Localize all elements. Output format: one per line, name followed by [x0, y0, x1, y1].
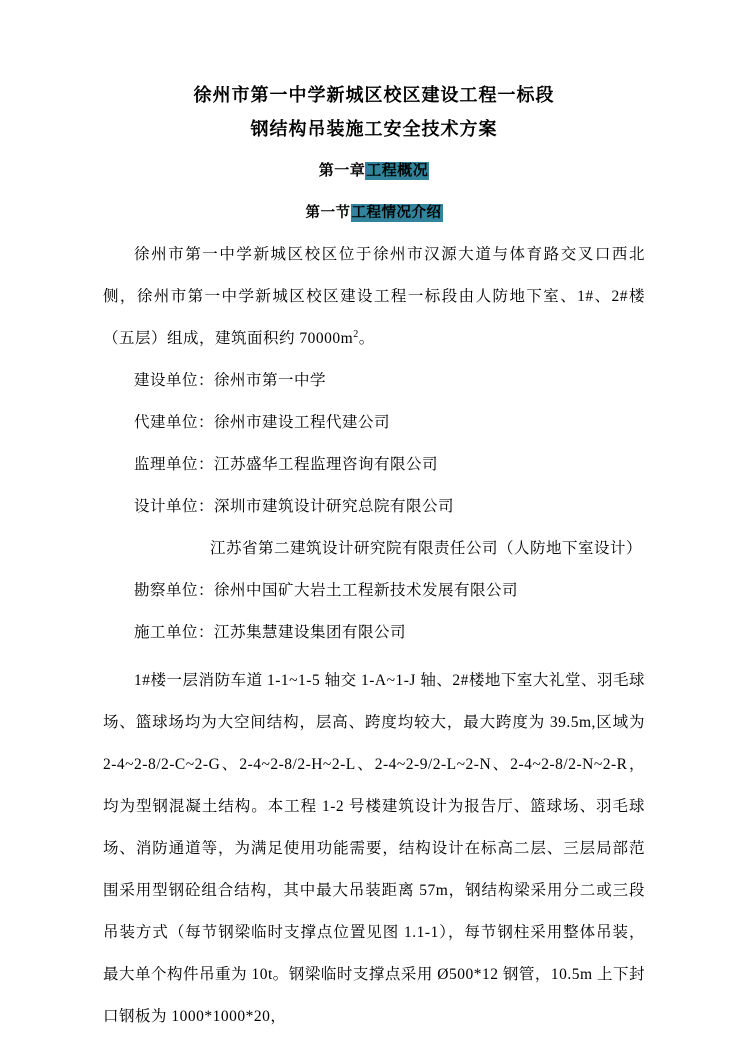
unit-line-design-continued: 江苏省第二建筑设计研究院有限责任公司（人防地下室设计） [209, 540, 642, 557]
intro-paragraph [103, 234, 645, 360]
superscript-2: 2 [353, 328, 359, 340]
intro-text: 徐州市第一中学新城区校区位于徐州市汉源大道与体育路交叉口西北侧，徐州市第一中学新城区校区建设工程一标段由人防地下室、1#、2#楼（五层）组成，建筑面积约 70000m [103, 246, 645, 347]
unit-line-survey: 勘察单位：徐州中国矿大岩土工程新技术发展有限公司 [134, 582, 519, 599]
intro-tail: 。 [358, 330, 375, 347]
unit-line-supervision: 监理单位：江苏盛华工程监理咨询有限公司 [134, 456, 439, 473]
doc-title-line2: 钢结构吊装施工安全技术方案 [250, 119, 498, 139]
unit-line-contractor: 施工单位：江苏集慧建设集团有限公司 [134, 624, 407, 641]
chapter-heading [103, 156, 645, 186]
body-paragraph: 1#楼一层消防车道 1-1~1-5 轴交 1-A~1-J 轴、2#楼地下室大礼堂、羽毛球场、篮球场均为大空间结构，层高、跨度均较大，最大跨度为 39.5m,区域为 2-4~2-8/2-C~2-G、2-4~2-8/2-H~2-L、2-4~2-9/2-L~2-N、2-4~2-8/2-N~2-R，均为型钢混凝土结构。本工程 1-2 号楼建筑设计为报告厅、篮球场、羽毛球场、消防通道等，为满足使用功能需要，结构设计在标高二层、三层局部范围采用型钢砼组合结构，其中最大吊装距离 57m，钢结构梁采用分二或三段吊装方式（每节钢梁临时支撑点位置见图 1.1-1），每节钢柱采用整体吊装，最大单个构件吊重为 10t。钢梁临时支撑点采用 Ø500*12 钢管，10.5m 上下封口钢板为 1000*1000*20， [103, 672, 645, 1025]
unit-line-design: 设计单位：深圳市建筑设计研究总院有限公司 [134, 498, 455, 515]
doc-title-line1: 徐州市第一中学新城区校区建设工程一标段 [193, 85, 555, 105]
section-heading [103, 198, 645, 228]
unit-line-agent: 代建单位：徐州市建设工程代建公司 [134, 414, 391, 431]
unit-line-construction: 建设单位：徐州市第一中学 [134, 372, 327, 389]
chapter-title-highlighted: 工程概况 [366, 163, 429, 179]
section-title-highlighted: 工程情况介绍 [351, 205, 442, 221]
chapter-prefix: 第一章 [318, 163, 366, 179]
section-prefix: 第一节 [305, 205, 351, 221]
